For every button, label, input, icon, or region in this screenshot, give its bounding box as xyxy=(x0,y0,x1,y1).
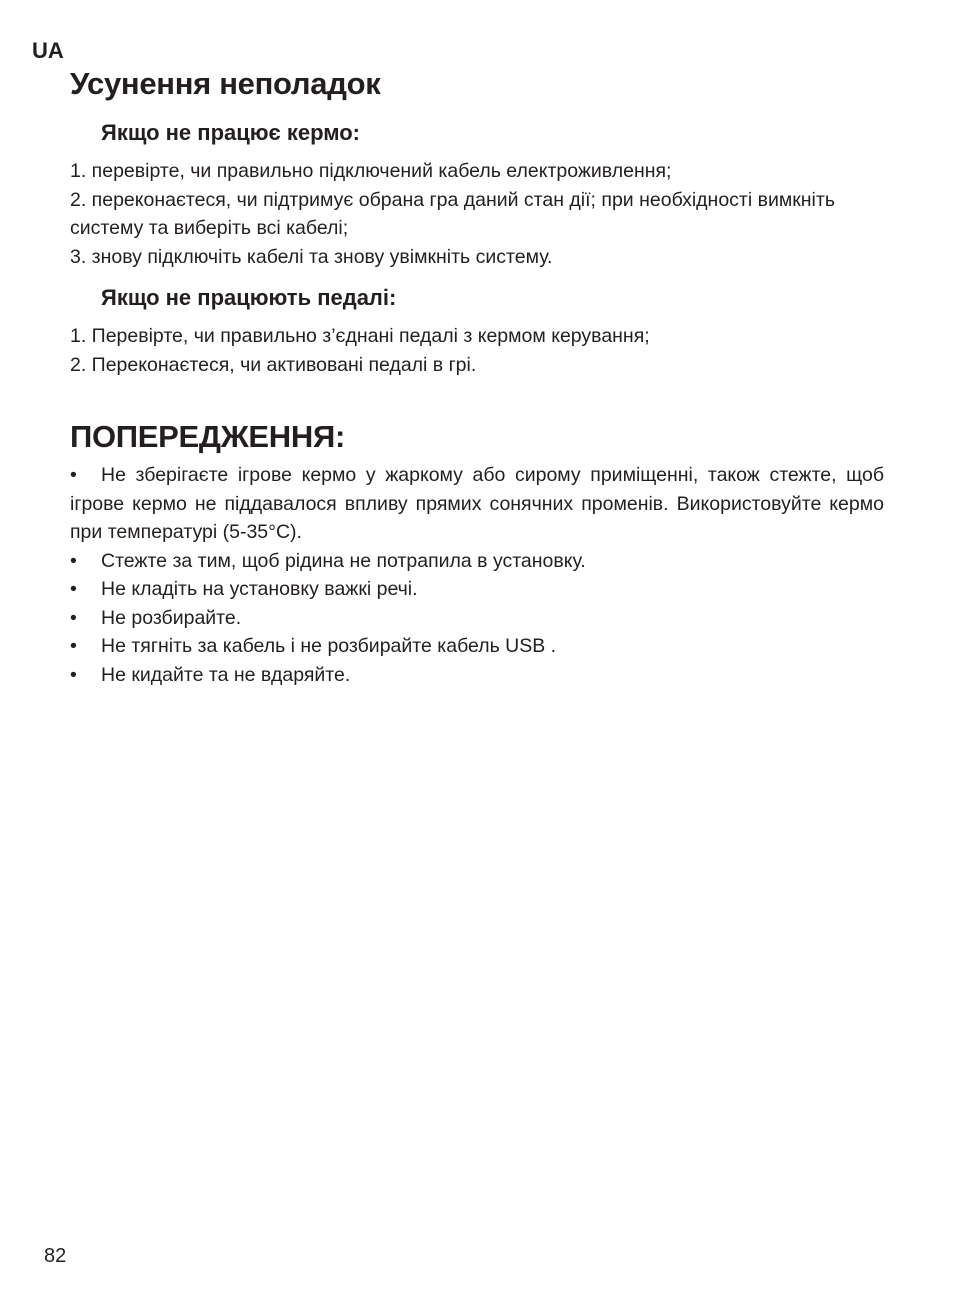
pedals-section-heading: Якщо не працюють педалі: xyxy=(101,285,397,310)
warning-item-text: Не розбирайте. xyxy=(101,606,242,629)
warning-item-text: Стежте за тим, щоб рідина не потрапила в установку. xyxy=(101,549,586,572)
wheel-section-heading: Якщо не працює кермо: xyxy=(101,120,360,145)
warning-item xyxy=(70,547,884,576)
warning-item-text: Не зберігаєте ігрове кермо у жаркому або сирому приміщенні, також стежте, щоб ігрове кермо не піддавалося впливу прямих сонячних променів. Використовуйте кермо при температурі (5-35°C). xyxy=(70,464,884,543)
warning-item xyxy=(70,461,884,547)
pedals-step-2: 2. Переконаєтеся, чи активовані педалі в грі. xyxy=(70,353,477,376)
bullet-icon: • xyxy=(70,635,77,657)
warning-item xyxy=(70,661,884,690)
warning-item-text: Не кладіть на установку важкі речі. xyxy=(101,578,418,600)
bullet-icon: • xyxy=(70,578,77,600)
pedals-step-1: 1. Перевірте, чи правильно з’єднані педалі з кермом керування; xyxy=(70,325,650,347)
wheel-step-2: 2. переконаєтеся, чи підтримує обрана гра даний стан дії; при необхідності вимкніть систему та виберіть всі кабелі; xyxy=(70,188,835,239)
warning-item-text: Не кидайте та не вдаряйте. xyxy=(101,663,351,686)
wheel-step-3: 3. знову підключіть кабелі та знову увімкніть систему. xyxy=(70,245,553,268)
warning-section xyxy=(70,417,884,689)
warning-item-text: Не тягніть за кабель і не розбирайте кабель USB . xyxy=(101,635,557,657)
page-number: 82 xyxy=(44,1245,67,1267)
bullet-icon: • xyxy=(70,549,77,572)
pedals-troubleshooting-section xyxy=(70,283,884,379)
page-content xyxy=(70,64,884,689)
language-tag: UA xyxy=(32,38,64,63)
bullet-icon: • xyxy=(70,606,77,629)
warning-item xyxy=(70,604,884,633)
warning-title: ПОПЕРЕДЖЕННЯ: xyxy=(70,419,345,454)
wheel-step-1: 1. перевірте, чи правильно підключений кабель електроживлення; xyxy=(70,160,672,182)
bullet-icon: • xyxy=(70,663,77,686)
bullet-icon: • xyxy=(70,464,77,486)
warning-item xyxy=(70,575,884,604)
wheel-troubleshooting-section xyxy=(70,118,884,271)
warning-item xyxy=(70,632,884,661)
troubleshooting-title: Усунення неполадок xyxy=(70,66,381,101)
